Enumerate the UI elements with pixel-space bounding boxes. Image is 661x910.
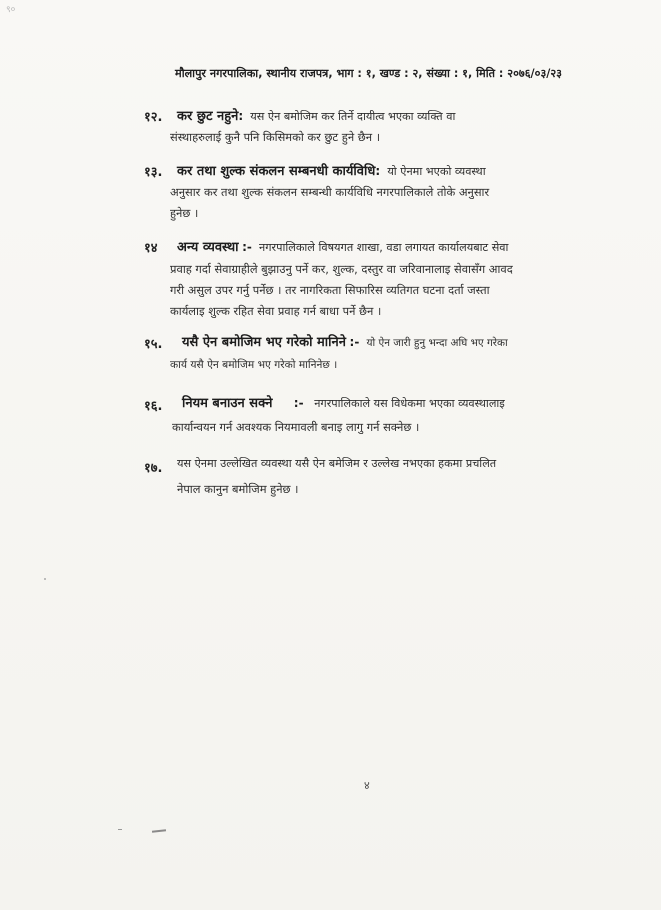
section-heading: कर छुट नहुने (177, 109, 239, 124)
section-text-line: यस ऐन बमोजिम कर तिर्ने दायीत्व भएका व्यक्ति वा (250, 110, 456, 123)
corner-mark: ९० (6, 5, 16, 15)
section-heading: नियम बनाउन सक्ने (182, 396, 273, 411)
section-separator: :- (349, 335, 360, 349)
section-text-line: यो ऐन जारी हुनु भन्दा अघि भए गरेका (366, 337, 508, 349)
section-separator: :- (293, 396, 304, 410)
section-separator: : (375, 164, 381, 178)
section-number: १२. (144, 110, 163, 125)
scan-speck (44, 578, 46, 580)
section-text-line: हुनेछ । (170, 206, 199, 220)
page-number: ४ (364, 779, 370, 792)
section-text-line: नगरपालिकाले विषयगत शाखा, वडा लगायत कार्यालयबाट सेवा (259, 241, 509, 254)
section-text-line: अनुसार कर तथा शुल्क संकलन सम्बन्धी कार्यविधि नगरपालिकाले तोके अनुसार (170, 185, 490, 199)
section-text-line: संस्थाहरुलाई कुनै पनि किसिमको कर छुट हुने छैन । (170, 130, 381, 144)
section-separator: : (238, 109, 244, 123)
section-text-line: कार्यलाइ शुल्क रहित सेवा प्रवाह गर्न बाधा पर्ने छैन । (170, 304, 382, 318)
section-heading: कर तथा शुल्क संकलन सम्बनधी कार्यविधि (177, 164, 376, 179)
section-text-line: गरी असुल उपर गर्नु पर्नेछ । तर नागरिकता सिफारिस व्यतिगत घटना दर्ता जस्ता (170, 283, 490, 297)
section-heading: यसै ऐन बमोजिम भए गरेको मानिने (182, 335, 346, 350)
section-number: १३. (144, 165, 163, 180)
scan-speck (118, 829, 122, 830)
section-text-line: यस ऐनमा उल्लेखित व्यवस्था यसै ऐन बमेजिम र उल्लेख नभएका हकमा प्रचलित (177, 457, 497, 470)
section-text-line: प्रवाह गर्दा सेवाग्राहीले बुझाउनु पर्ने कर, शुल्क, दस्तुर वा जरिवानालाइ सेवासँग आवद (170, 262, 513, 276)
gazette-header: मौलापुर नगरपालिका, स्थानीय राजपत्र, भाग : १, खण्ड : २, संख्या : १, मिति : २०७६/०३/२३ (175, 67, 562, 80)
section-text-line: नगरपालिकाले यस विधेकमा भएका व्यवस्थालाइ (314, 397, 505, 410)
section-text-line: कार्यान्वयन गर्न अवश्यक नियमावली बनाइ लागु गर्न सक्नेछ । (172, 420, 420, 434)
section-text-line: यो ऐनमा भएको व्यवस्था (387, 165, 486, 178)
section-heading: अन्य व्यवस्था (177, 240, 239, 255)
section-text-line: नेपाल कानुन बमोजिम हुनेछ । (177, 482, 299, 496)
section-text-line: कार्य यसै ऐन बमोजिम भए गरेको मानिनेछ । (170, 359, 338, 371)
section-number: १४ (144, 241, 158, 256)
section-number: १५. (144, 337, 163, 352)
scan-mark (152, 829, 166, 832)
section-separator: :- (242, 240, 252, 254)
section-number: १७. (144, 461, 163, 476)
section-number: १६. (144, 399, 163, 414)
